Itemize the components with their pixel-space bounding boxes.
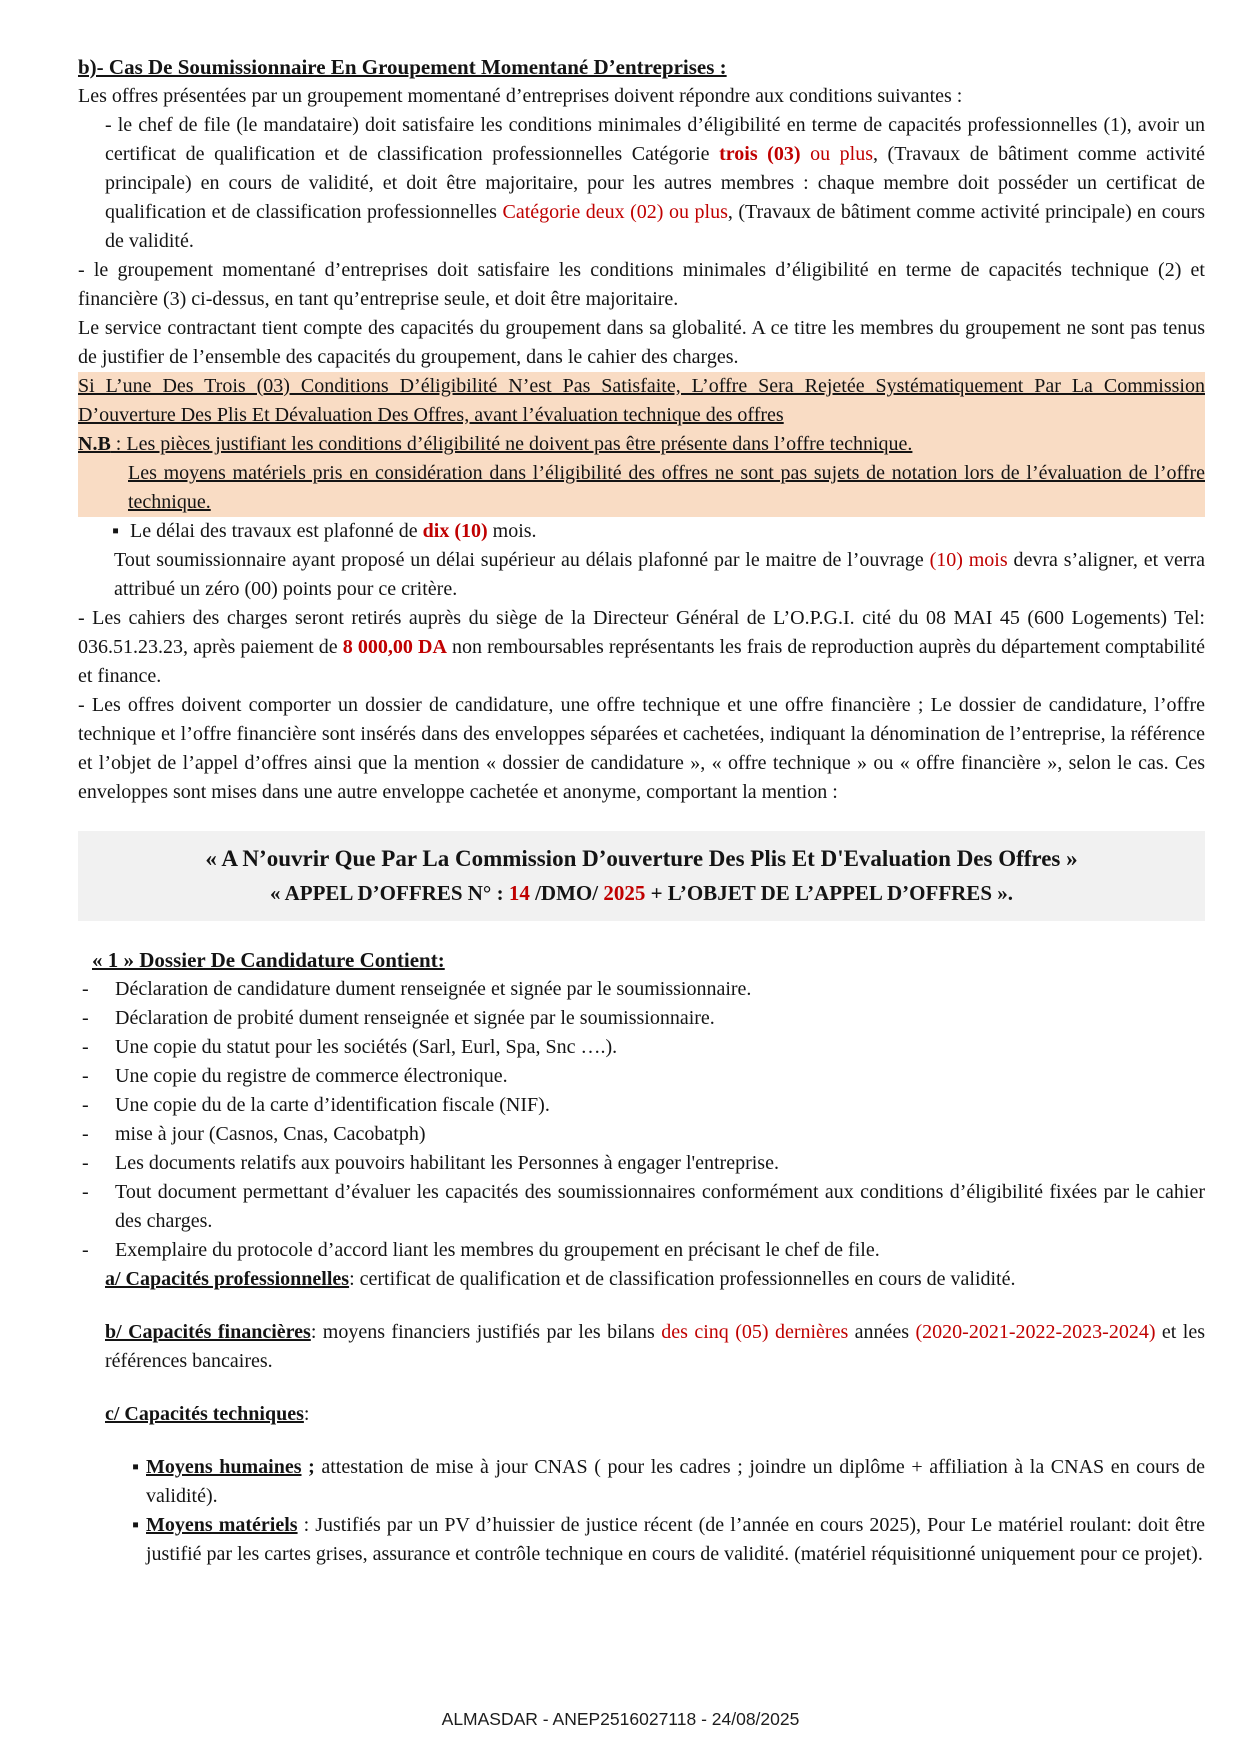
text-run: Déclaration de probité dument renseignée et signée par le soumissionnaire. <box>115 1007 715 1029</box>
footer-publication-line: ALMASDAR - ANEP2516027118 - 24/08/2025 <box>441 1709 800 1729</box>
paragraph-offres-groupement <box>78 82 1205 111</box>
bullet-moyens-materiels <box>78 1511 1205 1569</box>
document-body <box>78 52 1205 1569</box>
text-run: b)- Cas De Soumissionnaire En Groupement Momentané D’entreprises : <box>78 55 727 79</box>
dash-item-statut <box>78 1033 1205 1062</box>
text-run: c/ Capacités techniques <box>105 1403 304 1425</box>
dash-marker: - <box>82 1065 89 1087</box>
text-run: , (Travaux de bâtiment comme activité principale) en cours de validité. <box>105 201 1206 252</box>
dash-marker: - <box>82 1036 89 1058</box>
text-run: , (Travaux de bâtiment comme activité principale) en cours de validité, et doit être majoritaire, pour les autres membres : chaque membre doit posséder un certificat de qualification et de classification professionnelles <box>105 143 1205 223</box>
dash-marker: - <box>82 1239 89 1261</box>
dash-marker: - <box>82 1094 89 1116</box>
paragraph-service-contractant <box>78 314 1205 372</box>
text-run: Exemplaire du protocole d’accord liant les membres du groupement en précisant le chef de file. <box>115 1239 880 1261</box>
text-run: Une copie du statut pour les sociétés (Sarl, Eurl, Spa, Snc ….). <box>115 1036 618 1058</box>
dash-item-tout-document <box>78 1178 1205 1236</box>
text-run: N.B <box>78 433 111 455</box>
text-run: : moyens financiers justifiés par les bilans <box>310 1321 662 1343</box>
paragraph-enveloppes <box>78 691 1205 807</box>
text-run: : Les pièces justifiant les conditions d’éligibilité ne doivent pas être présente dans l’offre technique. <box>110 433 913 455</box>
text-run: /DMO/ <box>529 881 604 905</box>
dash-marker: - <box>82 1152 89 1174</box>
text-run: non remboursables représentants les frais de reproduction auprès du département comptabilité et finance. <box>78 636 1206 687</box>
paragraph-groupement-conditions <box>78 256 1205 314</box>
text-run: attestation de mise à jour CNAS ( pour les cadres ; joindre un diplôme + affiliation à la CNAS en cours de validité). <box>146 1456 1205 1507</box>
text-run: années <box>848 1321 916 1343</box>
text-run: dix (10) <box>422 520 488 542</box>
paragraph-capacites-financieres <box>78 1318 1205 1376</box>
text-run: et les références bancaires. <box>105 1321 1205 1372</box>
envelope-mention-banner <box>78 831 1205 921</box>
text-run: : <box>303 1403 310 1425</box>
dash-item-carte-fiscale <box>78 1091 1205 1120</box>
text-run: trois (03) <box>719 143 801 165</box>
text-run: Le délai des travaux est plafonné de <box>130 520 423 542</box>
text-run: Catégorie deux (02) ou plus <box>502 201 728 223</box>
text-run: - le chef de file (le mandataire) doit satisfaire les conditions minimales d’éligibilité en terme de capacités professionnelles (1), avoir un certificat de qualification et de classification professionnelles Catégorie <box>105 114 1205 165</box>
text-run: « A N’ouvrir Que Par La Commission D’ouverture Des Plis Et D'Evaluation Des Offres » <box>205 846 1078 871</box>
text-run: Tout document permettant d’évaluer les capacités des soumissionnaires conformément aux conditions d’éligibilité fixées par le cahier des charges. <box>115 1181 1205 1232</box>
text-run: : certificat de qualification et de classification professionnelles en cours de validité. <box>349 1268 1016 1290</box>
text-run: - le groupement momentané d’entreprises doit satisfaire les conditions minimales d’éligibilité en terme de capacités technique (2) et financière (3) ci-dessus, en tant qu’entreprise seule, et doit être majoritaire. <box>78 259 1205 310</box>
text-run: Les moyens matériels pris en considération dans l’éligibilité des offres ne sont pas sujets de notation lors de l’évaluation de l’offre technique. <box>128 462 1205 513</box>
text-run: des cinq (05) dernières <box>661 1321 849 1343</box>
dash-marker: - <box>82 1123 89 1145</box>
dash-item-mise-a-jour <box>78 1120 1205 1149</box>
dossier-candidature-heading <box>78 945 1205 975</box>
text-run: Déclaration de candidature dument renseignée et signée par le soumissionnaire. <box>115 978 752 1000</box>
dash-marker: - <box>82 1007 89 1029</box>
text-run: - Les cahiers des charges seront retirés auprès du siège de la Directeur Général de L’O.P.G.I. cité du 08 MAI 45 (600 Logements) Tel: 036.51.23.23, après paiement de <box>78 607 1205 658</box>
square-bullet-marker: ▪ <box>132 1456 140 1478</box>
square-bullet-marker: ▪ <box>112 520 120 542</box>
bullet-moyens-humaines <box>78 1453 1205 1511</box>
dash-item-declaration-probite <box>78 1004 1205 1033</box>
text-run: ; <box>301 1456 315 1478</box>
paragraph-chef-de-file <box>78 111 1205 256</box>
bullet-delai-travaux <box>78 517 1205 546</box>
text-run: (2020-2021-2022-2023-2024) <box>915 1321 1156 1343</box>
paragraph-capacites-techniques <box>78 1400 1205 1429</box>
envelope-mention-banner-line-1 <box>82 841 1201 877</box>
text-run: Si L’une Des Trois (03) Conditions D’éligibilité N’est Pas Satisfaite, L’offre Sera Rejetée Systématiquement Par La Commission D’ouverture Des Plis Et Dévaluation Des Offres, avant l’évaluation technique des offres <box>78 375 1205 426</box>
text-run: mois. <box>487 520 537 542</box>
dash-item-declaration-candidature <box>78 975 1205 1004</box>
dash-marker: - <box>82 978 89 1000</box>
text-run: : Justifiés par un PV d’huissier de justice récent (de l’année en cours 2025), Pour Le matériel roulant: doit être justifié par les cartes grises, assurance et contrôle technique en cours de validité. (matériel réquisitionné uniquement pour ce projet). <box>146 1514 1206 1565</box>
paragraph-delai-superieur <box>78 546 1205 604</box>
text-run: « 1 » Dossier De Candidature Contient: <box>92 948 445 972</box>
text-run: ou plus <box>800 143 873 165</box>
envelope-mention-banner-line-2 <box>82 877 1201 909</box>
square-bullet-marker: ▪ <box>132 1514 140 1536</box>
text-run: Les documents relatifs aux pouvoirs habilitant les Personnes à engager l'entreprise. <box>115 1152 779 1174</box>
section-heading-groupement <box>78 52 1205 82</box>
text-run: (10) mois <box>929 549 1008 571</box>
text-run: Les offres présentées par un groupement momentané d’entreprises doivent répondre aux conditions suivantes : <box>78 85 963 107</box>
text-run: b/ Capacités financières <box>105 1321 311 1343</box>
text-run: Une copie du de la carte d’identification fiscale (NIF). <box>115 1094 550 1116</box>
eligibility-warning-block <box>78 372 1205 517</box>
text-run: 2025 <box>603 881 646 905</box>
text-run: Le service contractant tient compte des capacités du groupement dans sa globalité. A ce titre les membres du groupement ne sont pas tenus de justifier de l’ensemble des capacités du groupement, dans le cahier des charges. <box>78 317 1205 368</box>
text-run: devra s’aligner, et verra attribué un zéro (00) points pour ce critère. <box>114 549 1206 600</box>
text-run: « APPEL D’OFFRES N° : <box>269 881 509 905</box>
paragraph-retrait-cahiers <box>78 604 1205 691</box>
text-run: mise à jour (Casnos, Cnas, Cacobatph) <box>115 1123 426 1145</box>
text-run: Moyens humaines <box>146 1456 302 1478</box>
text-run: Une copie du registre de commerce électronique. <box>115 1065 508 1087</box>
text-run: Moyens matériels <box>146 1514 298 1536</box>
warning-rejection <box>78 372 1205 430</box>
text-run: + L’OBJET DE L’APPEL D’OFFRES ». <box>645 881 1013 905</box>
dash-item-registre-commerce <box>78 1062 1205 1091</box>
dash-item-pouvoirs <box>78 1149 1205 1178</box>
text-run: Tout soumissionnaire ayant proposé un délai supérieur au délais plafonné par le maitre de l’ouvrage <box>114 549 930 571</box>
dash-marker: - <box>82 1181 89 1203</box>
paragraph-capacites-professionnelles <box>78 1265 1205 1294</box>
text-run: 14 <box>508 881 530 905</box>
dash-item-protocole-accord <box>78 1236 1205 1265</box>
text-run: a/ Capacités professionnelles <box>105 1268 350 1290</box>
text-run: - Les offres doivent comporter un dossier de candidature, une offre technique et une offre financière ; Le dossier de candidature, l’offre technique et l’offre financière sont insérés dans des enveloppes séparées et cachetées, indiquant la dénomination de l’entreprise, la référence et l’objet de l’appel d’offres ainsi que la mention « dossier de candidature », « offre technique » ou « offre financière », selon le cas. Ces enveloppes sont mises dans une autre enveloppe cachetée et anonyme, comportant la mention : <box>78 694 1205 803</box>
warning-nb <box>78 430 1205 459</box>
warning-moyens-materiels <box>78 459 1205 517</box>
text-run: 8 000,00 DA <box>342 636 447 658</box>
